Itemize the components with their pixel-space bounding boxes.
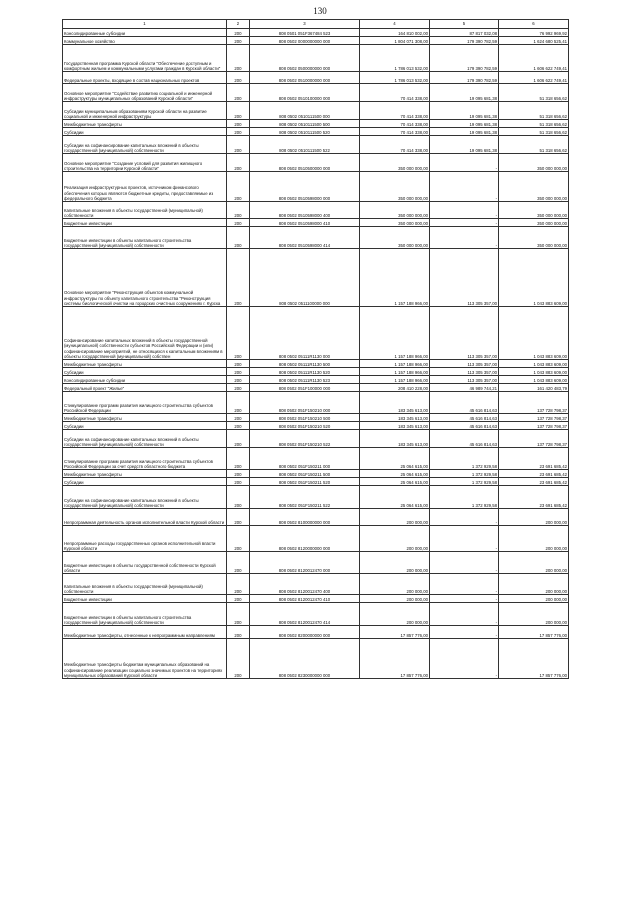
row-executed-cell: 46 989 744,21 [430,384,499,392]
row-ved-cell: 200 [227,414,250,422]
row-name-cell: Субсидии муниципальным образованиям Курской области на развитие социальной и инженерной инфраструктуры [63,102,227,120]
table-row [63,526,569,552]
row-executed-cell: 1 372 929,58 [430,478,499,486]
row-code-cell: 808 0502 051F150210 520 [250,422,360,430]
row-ved-cell: 200 [227,37,250,45]
row-name-cell: Федеральные проекты, входящие в состав национальных проектов [63,72,227,84]
row-executed-cell: - [430,603,499,626]
row-code-cell: 808 0502 0510598000 000 [250,172,360,202]
row-name-cell: Стимулирование программ развития жилищного строительства субъектов Российской Федерации за счет средств областного бюджета [63,448,227,470]
row-remaining-cell: 17 857 776,00 [499,626,569,639]
row-approved-cell: 70 414 338,00 [360,120,430,128]
table-row [63,470,569,478]
row-approved-cell: 70 414 338,00 [360,128,430,136]
row-remaining-cell: 17 857 776,00 [499,639,569,679]
row-code-cell: 808 0502 8120012470 000 [250,552,360,574]
row-remaining-cell: 1 043 883 609,00 [499,249,569,307]
row-approved-cell: 1 157 188 966,00 [360,368,430,376]
row-executed-cell: - [430,154,499,172]
row-ved-cell: 200 [227,307,250,360]
row-executed-cell: 45 616 814,63 [430,422,499,430]
table-row [63,422,569,430]
row-remaining-cell: 137 728 798,37 [499,430,569,448]
row-name-cell: Бюджетные инвестиции [63,595,227,603]
row-remaining-cell: 76 992 969,92 [499,29,569,37]
row-executed-cell: 113 305 357,00 [430,307,499,360]
row-ved-cell: 200 [227,136,250,154]
table-row [63,249,569,307]
table-row [63,360,569,368]
row-ved-cell: 200 [227,249,250,307]
row-code-cell: 808 0502 0510111500 500 [250,120,360,128]
row-remaining-cell: 1 043 883 609,00 [499,368,569,376]
row-code-cell: 808 0502 051F150211 000 [250,448,360,470]
row-executed-cell: 87 817 032,08 [430,29,499,37]
table-row [63,414,569,422]
row-executed-cell: 179 390 782,59 [430,72,499,84]
row-ved-cell: 200 [227,552,250,574]
row-remaining-cell: 350 000 000,00 [499,219,569,227]
table-row [63,128,569,136]
header-cell: 2 [227,20,250,29]
row-code-cell: 808 0502 051F150211 520 [250,478,360,486]
header-cell: 5 [430,20,499,29]
table-row [63,430,569,448]
row-name-cell: Бюджетные инвестиции в объекты капитального строительства государственной (муниципальной) собственности [63,227,227,249]
row-code-cell: 808 0501 051F367484 523 [250,29,360,37]
row-name-cell: Субсидии на софинансирование капитальных вложений в объекты государственной (муниципальной) собственности [63,136,227,154]
row-executed-cell: - [430,227,499,249]
row-remaining-cell: 1 624 680 525,41 [499,37,569,45]
row-executed-cell: 179 390 782,59 [430,37,499,45]
row-remaining-cell: 200 000,00 [499,509,569,526]
row-code-cell: 808 0502 0510598000 414 [250,227,360,249]
row-approved-cell: 25 064 615,00 [360,470,430,478]
row-ved-cell: 200 [227,470,250,478]
row-name-cell: Субсидии [63,478,227,486]
row-remaining-cell: 23 691 685,42 [499,448,569,470]
row-code-cell: 808 0502 8100000000 000 [250,509,360,526]
row-code-cell: 808 0502 05111R1130 523 [250,376,360,384]
row-executed-cell: - [430,202,499,219]
row-approved-cell: 200 000,00 [360,595,430,603]
row-ved-cell: 200 [227,154,250,172]
row-code-cell: 808 0502 0510598000 410 [250,219,360,227]
row-name-cell: Межбюджетные трансферты [63,360,227,368]
row-code-cell: 808 0502 051F150211 522 [250,486,360,509]
table-row [63,120,569,128]
row-approved-cell: 350 000 000,00 [360,227,430,249]
row-executed-cell: 1 372 929,58 [430,486,499,509]
row-ved-cell: 200 [227,45,250,72]
row-executed-cell: 19 095 681,38 [430,84,499,102]
table-row [63,552,569,574]
row-remaining-cell: 350 000 000,00 [499,172,569,202]
row-executed-cell: - [430,219,499,227]
header-cell: 3 [250,20,360,29]
row-remaining-cell: 51 318 656,62 [499,102,569,120]
row-executed-cell: 179 390 782,59 [430,45,499,72]
row-approved-cell: 183 345 613,00 [360,430,430,448]
table-row [63,307,569,360]
row-code-cell: 808 0502 0500000000 000 [250,45,360,72]
table-row [63,227,569,249]
row-code-cell: 808 0502 051F150210 522 [250,430,360,448]
row-executed-cell: 19 095 681,38 [430,128,499,136]
row-name-cell: Межбюджетные трансферты бюджетам муниципальных образований на софинансирование реализации социально значимых проектов на территориях муниципальных образований Курской области [63,639,227,679]
table-row [63,102,569,120]
row-code-cell: 808 0502 8120000000 000 [250,526,360,552]
row-approved-cell: 17 857 776,00 [360,626,430,639]
row-approved-cell: 350 000 000,00 [360,219,430,227]
table-row [63,219,569,227]
row-ved-cell: 200 [227,102,250,120]
table-row [63,486,569,509]
row-remaining-cell: 137 728 798,37 [499,414,569,422]
table-row [63,595,569,603]
row-executed-cell: 113 305 357,00 [430,249,499,307]
row-ved-cell: 200 [227,172,250,202]
table-row [63,136,569,154]
row-code-cell: 808 0502 8120012470 400 [250,574,360,595]
row-ved-cell: 200 [227,376,250,384]
row-approved-cell: 350 000 000,00 [360,172,430,202]
row-executed-cell: 19 095 681,38 [430,102,499,120]
table-row [63,384,569,392]
row-code-cell: 808 0502 05111R1130 500 [250,360,360,368]
row-approved-cell: 70 414 338,00 [360,136,430,154]
row-ved-cell: 200 [227,448,250,470]
row-code-cell: 808 0502 0510100000 000 [250,84,360,102]
row-name-cell: Консолидированные субсидии [63,29,227,37]
row-name-cell: Бюджетные инвестиции в объекты капитального строительства государственной (муниципальной) собственности [63,603,227,626]
row-name-cell: Государственная программа Курской области "Обеспечение доступным и комфортным жильем и коммунальными услугами граждан в Курской области" [63,45,227,72]
row-name-cell: Субсидии на софинансирование капитальных вложений в объекты государственной (муниципальной) собственности [63,430,227,448]
row-code-cell: 808 0502 0510111500 520 [250,128,360,136]
row-code-cell: 808 0502 051F150210 500 [250,414,360,422]
row-approved-cell: 70 414 338,00 [360,84,430,102]
row-executed-cell: - [430,552,499,574]
row-ved-cell: 200 [227,478,250,486]
row-approved-cell: 183 345 613,00 [360,414,430,422]
row-remaining-cell: 1 606 622 749,41 [499,45,569,72]
row-name-cell: Непрограммные расходы государственных органов исполнительной власти Курской области [63,526,227,552]
row-approved-cell: 25 064 615,00 [360,478,430,486]
row-remaining-cell: 23 691 685,42 [499,478,569,486]
row-remaining-cell: 350 000 000,00 [499,227,569,249]
row-remaining-cell: 51 318 656,62 [499,84,569,102]
row-name-cell: Реализация инфраструктурных проектов, источником финансового обеспечения которых являются бюджетные кредиты, предоставляемые из федерального бюджета [63,172,227,202]
row-remaining-cell: 23 691 685,42 [499,470,569,478]
row-approved-cell: 164 810 002,00 [360,29,430,37]
row-name-cell: Стимулирование программ развития жилищного строительства субъектов Российской Федерации [63,392,227,414]
row-executed-cell: - [430,172,499,202]
row-approved-cell: 200 000,00 [360,509,430,526]
table-row [63,639,569,679]
row-approved-cell: 1 157 188 966,00 [360,249,430,307]
row-ved-cell: 200 [227,526,250,552]
row-approved-cell: 1 786 013 532,00 [360,45,430,72]
row-code-cell: 808 0502 051F150211 500 [250,470,360,478]
row-remaining-cell: 350 000 000,00 [499,202,569,219]
table-row [63,574,569,595]
header-row [63,20,569,29]
row-ved-cell: 200 [227,84,250,102]
table-row [63,448,569,470]
table-body [63,29,569,679]
table-row [63,72,569,84]
row-approved-cell: 208 410 228,00 [360,384,430,392]
row-remaining-cell: 200 000,00 [499,526,569,552]
row-approved-cell: 70 414 338,00 [360,102,430,120]
row-remaining-cell: 51 318 656,62 [499,120,569,128]
row-approved-cell: 1 157 188 966,00 [360,307,430,360]
row-approved-cell: 1 786 013 532,00 [360,72,430,84]
row-approved-cell: 25 064 615,00 [360,448,430,470]
row-ved-cell: 200 [227,227,250,249]
row-approved-cell: 200 000,00 [360,603,430,626]
header-cell: 1 [63,20,227,29]
row-remaining-cell: 1 043 883 609,00 [499,360,569,368]
row-name-cell: Консолидированные субсидии [63,376,227,384]
row-name-cell: Бюджетные инвестиции в объекты государственной собственности Курской области [63,552,227,574]
row-remaining-cell: 23 691 685,42 [499,486,569,509]
row-ved-cell: 200 [227,430,250,448]
row-approved-cell: 1 157 188 966,00 [360,360,430,368]
row-code-cell: 808 0502 0510111500 000 [250,102,360,120]
row-executed-cell: - [430,526,499,552]
row-approved-cell: 183 345 613,00 [360,422,430,430]
page-number: 130 [313,6,327,16]
row-name-cell: Субсидии [63,128,227,136]
row-remaining-cell: 51 318 656,62 [499,128,569,136]
row-name-cell: Софинансирование капитальных вложений в объекты государственной (муниципальной) собственности субъектов Российской Федерации и (или) софинансирование мероприятий, не относящихся к капитальным вложениям в объекты государственной (муниципальной) собствен [63,307,227,360]
row-name-cell: Межбюджетные трансферты, отнесенные к непрограммным направлениям [63,626,227,639]
row-code-cell: 808 0502 0510598000 400 [250,202,360,219]
row-name-cell: Федеральный проект "Жилье" [63,384,227,392]
row-name-cell: Капитальные вложения в объекты государственной (муниципальной) собственности [63,202,227,219]
row-executed-cell: 45 616 814,63 [430,430,499,448]
row-ved-cell: 200 [227,29,250,37]
table-row [63,376,569,384]
header-cell: 6 [499,20,569,29]
table-row [63,392,569,414]
row-ved-cell: 200 [227,128,250,136]
row-ved-cell: 200 [227,626,250,639]
row-executed-cell: 113 305 357,00 [430,376,499,384]
row-remaining-cell: 350 000 000,00 [499,154,569,172]
table-row [63,172,569,202]
row-ved-cell: 200 [227,486,250,509]
row-approved-cell: 350 000 000,00 [360,154,430,172]
row-name-cell: Коммунальное хозяйство [63,37,227,45]
row-executed-cell: - [430,595,499,603]
row-remaining-cell: 1 043 883 609,00 [499,376,569,384]
row-code-cell: 808 0502 8120012470 410 [250,595,360,603]
table-row [63,368,569,376]
row-name-cell: Субсидии [63,368,227,376]
row-executed-cell: - [430,626,499,639]
row-approved-cell: 200 000,00 [360,526,430,552]
row-approved-cell: 1 804 071 308,00 [360,37,430,45]
table-row [63,84,569,102]
row-code-cell: 808 0502 8230000000 000 [250,639,360,679]
row-code-cell: 808 0502 0510111500 522 [250,136,360,154]
row-name-cell: Бюджетные инвестиции [63,219,227,227]
budget-table [62,19,569,679]
row-approved-cell: 17 857 776,00 [360,639,430,679]
table-row [63,37,569,45]
row-executed-cell: - [430,509,499,526]
row-code-cell: 808 0502 05111R1130 520 [250,368,360,376]
row-ved-cell: 200 [227,422,250,430]
row-code-cell: 808 0502 051F100000 000 [250,384,360,392]
row-approved-cell: 200 000,00 [360,552,430,574]
row-ved-cell: 200 [227,595,250,603]
row-code-cell: 808 0502 8200000000 000 [250,626,360,639]
row-ved-cell: 200 [227,574,250,595]
row-executed-cell: 19 095 681,38 [430,136,499,154]
row-executed-cell: 113 305 357,00 [430,368,499,376]
row-executed-cell: 45 616 814,63 [430,392,499,414]
row-name-cell: Капитальные вложения в объекты государственной (муниципальной) собственности [63,574,227,595]
row-name-cell: Основное мероприятие "Создание условий для развития жилищного строительства на территории Курской области" [63,154,227,172]
row-ved-cell: 200 [227,72,250,84]
row-remaining-cell: 200 000,00 [499,574,569,595]
row-name-cell: Межбюджетные трансферты [63,414,227,422]
row-ved-cell: 200 [227,509,250,526]
row-ved-cell: 200 [227,384,250,392]
row-ved-cell: 200 [227,639,250,679]
row-remaining-cell: 137 728 798,37 [499,422,569,430]
row-ved-cell: 200 [227,202,250,219]
row-executed-cell: 1 372 929,58 [430,470,499,478]
table-row [63,478,569,486]
row-name-cell: Основное мероприятие "Содействие развитию социальной и инженерной инфраструктуры муниципальных образований Курской области" [63,84,227,102]
row-executed-cell: 1 372 929,58 [430,448,499,470]
row-approved-cell: 1 157 188 966,00 [360,376,430,384]
row-ved-cell: 200 [227,360,250,368]
row-name-cell: Межбюджетные трансферты [63,470,227,478]
row-code-cell: 808 0502 051F150210 000 [250,392,360,414]
row-code-cell: 808 0502 0000000000 000 [250,37,360,45]
table-row [63,45,569,72]
table-row [63,202,569,219]
row-name-cell: Непрограммная деятельность органов исполнительной власти Курской области [63,509,227,526]
row-approved-cell: 183 345 613,00 [360,392,430,414]
row-name-cell: Субсидии на софинансирование капитальных вложений в объекты государственной (муниципальной) собственности [63,486,227,509]
row-approved-cell: 200 000,00 [360,574,430,595]
table-row [63,29,569,37]
row-ved-cell: 200 [227,219,250,227]
row-remaining-cell: 51 318 656,62 [499,136,569,154]
row-remaining-cell: 200 000,00 [499,552,569,574]
row-executed-cell: 19 095 681,38 [430,120,499,128]
row-code-cell: 808 0502 0510500000 000 [250,154,360,172]
row-remaining-cell: 1 043 883 609,00 [499,307,569,360]
row-executed-cell: 113 305 357,00 [430,360,499,368]
row-code-cell: 808 0502 8120012470 414 [250,603,360,626]
row-remaining-cell: 1 606 622 749,41 [499,72,569,84]
table-row [63,603,569,626]
row-ved-cell: 200 [227,603,250,626]
table-row [63,509,569,526]
row-approved-cell: 25 064 615,00 [360,486,430,509]
header-cell: 4 [360,20,430,29]
row-name-cell: Межбюджетные трансферты [63,120,227,128]
row-remaining-cell: 200 000,00 [499,603,569,626]
row-remaining-cell: 161 420 483,79 [499,384,569,392]
row-executed-cell: 45 616 814,63 [430,414,499,422]
row-code-cell: 808 0502 05111R1130 000 [250,307,360,360]
row-code-cell: 808 0502 0510000000 000 [250,72,360,84]
table-row [63,626,569,639]
row-ved-cell: 200 [227,392,250,414]
row-executed-cell: - [430,574,499,595]
row-remaining-cell: 137 728 798,37 [499,392,569,414]
row-ved-cell: 200 [227,368,250,376]
row-executed-cell: - [430,639,499,679]
row-name-cell: Субсидии [63,422,227,430]
row-name-cell: Основное мероприятие "Реконструкция объектов коммунальной инфраструктуры по объекту капитального строительства "Реконструкция системы биологической очистки на городских очистных сооружениях г. Курска [63,249,227,307]
table-row [63,154,569,172]
row-remaining-cell: 200 000,00 [499,595,569,603]
row-ved-cell: 200 [227,120,250,128]
row-code-cell: 808 0502 0511100000 000 [250,249,360,307]
row-approved-cell: 350 000 000,00 [360,202,430,219]
